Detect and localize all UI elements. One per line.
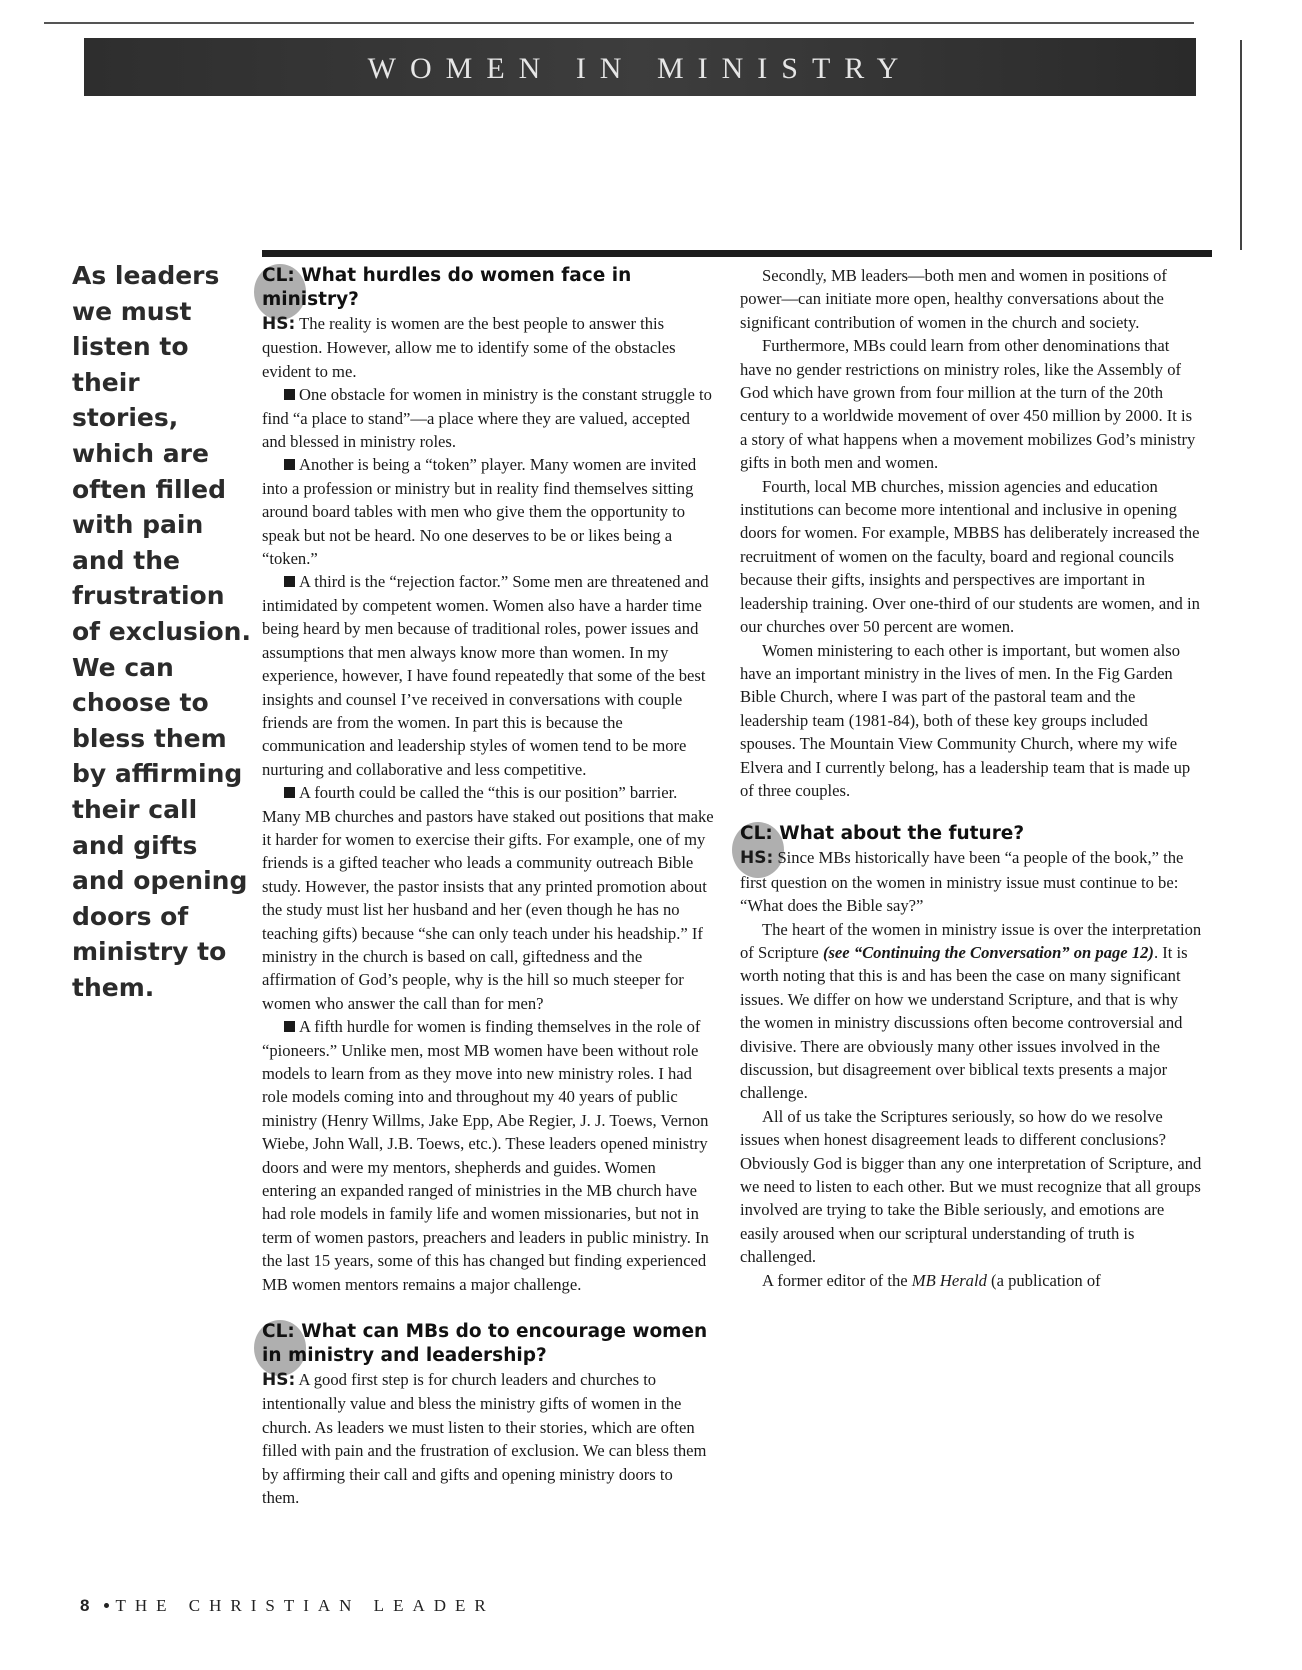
question-speaker: CL: [262,1321,295,1343]
publication-title: THE CHRISTIAN LEADER [115,1596,495,1615]
cross-reference: (see “Continuing the Conversation” on page 12) [822,942,1154,962]
hurdle-paragraph-2 [262,453,714,570]
hurdle-paragraph-4 [262,781,714,1015]
article-column-left [262,264,714,1510]
hurdle-text-3: A third is the “rejection factor.” Some men are threatened and intimidated by competent women. Women also have a harder time being heard by men because of traditional roles, power issues and assumptions that men always know more than women. In my experience, however, I have found repeatedly that some of the best insights and counsel I’ve received in conversations with couple friends are from the women. In part this is because the communication and leadership styles of women tend to be more nurturing and collaborative and less competitive. [262,572,709,779]
paragraph [740,918,1202,1105]
section-header-bar [84,38,1196,96]
article-column-right [740,264,1202,1292]
answer-text: Since MBs historically have been “a people of the book,” the first question on the women in ministry issue must continue to be: “What does the Bible say?” [740,848,1184,916]
page-number: 8 [80,1596,99,1615]
square-bullet-icon [284,389,295,400]
square-bullet-icon [284,576,295,587]
square-bullet-icon [284,1021,295,1032]
answer-speaker: HS: [740,848,774,869]
text-run: . It is worth noting that this is and has been the case on many significant issues. We differ on how we understand Scripture, and that is why the women in ministry discussions often become controversial and divisive. There are obviously many other issues involved in the discussion, but disagreement over biblical texts presents a major challenge. [740,942,1188,1103]
hurdle-text-5: A fifth hurdle for women is finding themselves in the role of “pioneers.” Unlike men, most MB women have been without role models to learn from as they move into new ministry roles. I had role models coming into and throughout my 40 years of public ministry (Henry Willms, Jake Epp, Abe Regier, J. J. Toews, Vernon Wiebe, John Wall, J.B. Toews, etc.). These leaders opened ministry doors and were my mentors, shepherds and guides. Women entering an expanded ranged of ministries in the MB church have had role models in family life and women missionaries, but not in term of women pastors, preachers and leaders in public ministry. In the last 15 years, some of this has changed but finding experienced MB women mentors remains a major challenge. [262,1017,709,1294]
side-rule [1240,40,1242,250]
answer-speaker: HS: [262,1370,296,1391]
hurdle-text-4: A fourth could be called the “this is our position” barrier. Many MB churches and pastors have staked out positions that make it harder for women to exercise their gifts. For example, one of my friends is a gifted teacher who leads a community outreach Bible study. However, the pastor insists that any printed promotion about the study must list her husband and her (even though he has no teaching gifts) because “she can only teach under his headship.” If ministry in the church is based on call, giftedness and the affirmation of God’s people, why is the hill so much steeper for women who answer the call than for men? [262,783,714,1013]
hurdle-text-1: One obstacle for women in ministry is the constant struggle to find “a place to stand”—a place where they are valued, accepted and blessed in ministry roles. [262,385,712,452]
bullet-dot-icon [104,1603,109,1608]
question-text: What about the future? [779,823,1025,845]
paragraph: Secondly, MB leaders—both men and women in positions of power—can initiate more open, healthy conversations about the significant contribution of women in the church and society. [740,266,1167,332]
hurdle-text-2: Another is being a “token” player. Many women are invited into a profession or ministry but in reality find themselves sitting around board tables with men who give them the opportunity to speak but not be heard. No one deserves to be or likes being a “token.” [262,455,697,569]
publication-name: MB Herald [911,1270,987,1290]
question-text: What can MBs do to encourage women in ministry and leadership? [262,1321,708,1367]
square-bullet-icon [284,459,295,470]
answer-paragraph [262,1368,714,1509]
spacer [740,802,1202,822]
pull-quote: As leaders we must listen to their stories, which are often filled with pain and the frustration of exclusion. We can choose to bless them by affirming their call and gifts and opening doors of ministry to them. [72,261,251,1002]
answer-text: A good first step is for church leaders and churches to intentionally value and bless the ministry gifts of women in the church. As leaders we must listen to their stories, which are often filled with pain and the frustration of exclusion. We can bless them by affirming their call and gifts and opening ministry doors to them. [262,1370,707,1508]
question-heading-2 [262,1320,714,1368]
answer-paragraph [262,312,714,383]
text-run: The heart of the women in ministry issue is over the interpretation of Scripture [740,919,1202,962]
hurdle-paragraph-1 [262,383,714,453]
content-rule [262,250,1212,257]
answer-speaker: HS: [262,314,296,334]
square-bullet-icon [284,787,295,798]
question-heading-3 [740,822,1202,846]
spacer [262,1296,714,1320]
paragraph: Women ministering to each other is important, but women also have an important ministry in the lives of men. In the Fig Garden Bible Church, where I was part of the pastoral team and the leadership team (1981-84), both of these key groups included spouses. The Mountain View Community Church, where my wife Elvera and I currently belong, has a leadership team that is made up of three couples. [740,640,1191,800]
top-rule [44,22,1194,24]
answer-text: The reality is women are the best people to answer this question. However, allow me to identify some of the obstacles evident to me. [262,314,676,381]
question-speaker: CL: [740,823,773,845]
text-run: (a publication of [986,1270,1101,1290]
section-header-title: WOMEN IN MINISTRY [367,52,913,85]
text-run: A former editor of the [762,1270,912,1290]
hurdle-paragraph-5 [262,1015,714,1296]
question-text: What hurdles do women face in ministry? [262,265,632,310]
page-footer [80,1596,495,1616]
answer-paragraph [740,846,1202,917]
question-heading-1 [262,264,714,312]
paragraph: Furthermore, MBs could learn from other denominations that have no gender restrictions on ministry roles, like the Assembly of God which have grown from four million at the turn of the 20th century to a worldwide movement of over 450 million by 2000. It is a story of what happens when a movement mobilizes God’s ministry gifts in both men and women. [740,336,1196,473]
paragraph: All of us take the Scriptures seriously, so how do we resolve issues when honest disagreement leads to different conclusions? Obviously God is bigger than any one interpretation of Scripture, and we need to listen to each other. But we must recognize that all groups involved are trying to take the Bible seriously, and emotions are easily aroused when our scriptural understanding of truth is challenged. [740,1106,1202,1267]
question-speaker: CL: [262,265,295,286]
paragraph: Fourth, local MB churches, mission agencies and education institutions can become more intentional and inclusive in opening doors for women. For example, MBBS has deliberately increased the recruitment of women on the faculty, board and regional councils because their gifts, insights and perspectives are important in leadership training. Over one-third of our students are women, and in our churches over 50 percent are women. [740,476,1200,637]
hurdle-paragraph-3 [262,570,714,781]
paragraph [740,1269,1202,1292]
